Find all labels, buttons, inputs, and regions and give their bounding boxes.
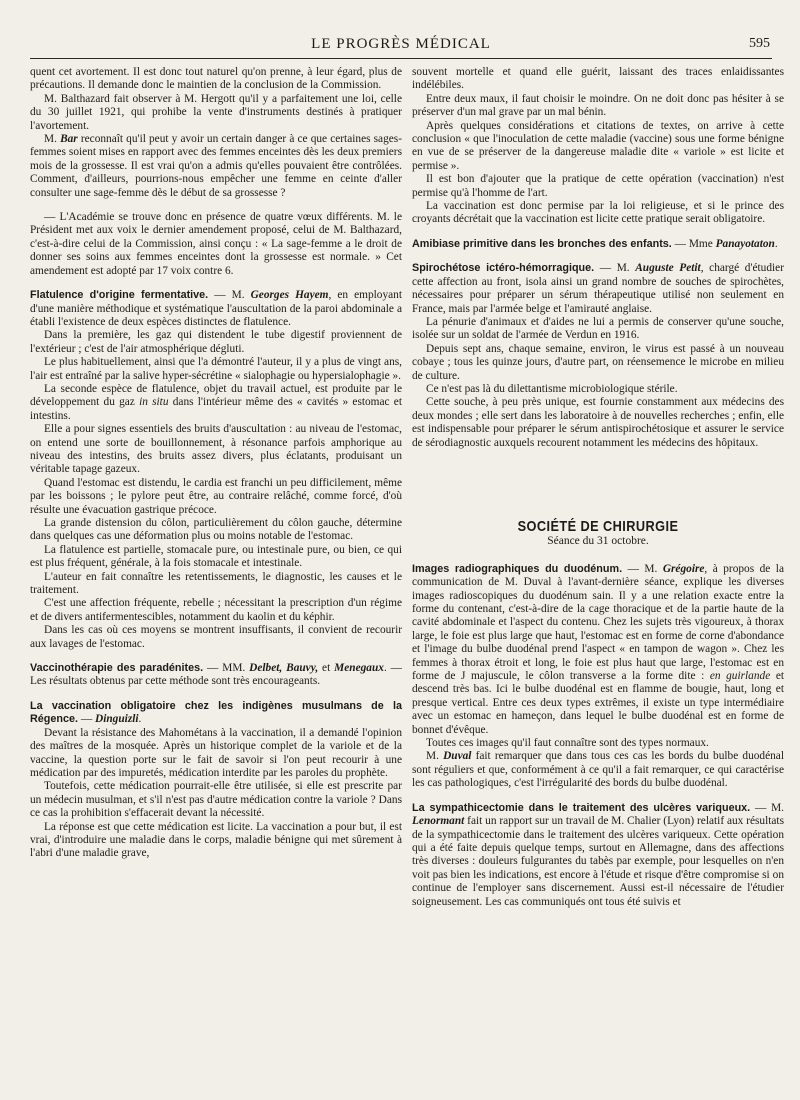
article-heading: Vaccinothérapie des paradénites. <box>30 662 204 675</box>
author-name: Bar <box>60 133 78 146</box>
article-heading: Flatulence d'origine fermentative. <box>30 289 209 302</box>
author-name: Auguste Petit <box>635 262 701 275</box>
paragraph: Entre deux maux, il faut choisir le moindre. On ne doit donc pas hésiter à se préserver d'un mal grave par un mal bénin. <box>412 92 784 119</box>
paragraph: La flatulence est partielle, stomacale pure, ou intestinale pure, ou bien, ce qui est plus fréquent, générale, à la fois stomacale et intestinale. <box>30 543 402 570</box>
author-name: Grégoire <box>662 562 705 575</box>
paragraph: Devant la résistance des Mahométans à la vaccination, il a demandé l'opinion des maîtres de la mosquée. Après un historique complet de la variole et de la vaccine, la question porte sur le fait de savoir si l'on peut recourir à une médication par des impuretés, médication interdite par les paroles du prophète. <box>30 726 402 779</box>
paragraph: M. Balthazard fait observer à M. Hergott qu'il y a parfaitement une loi, celle du 30 juillet 1921, qui prohibe la vente d'instruments destinés à pratiquer l'avortement. <box>30 92 402 132</box>
paragraph: souvent mortelle et quand elle guérit, laissant des traces enlaidissantes indélébiles. <box>412 66 784 92</box>
paragraph: Dans la première, les gaz qui distendent le tube digestif proviennent de l'extérieur ; c'est de l'air atmosphérique dégluti. <box>30 329 402 355</box>
right-column <box>412 66 784 909</box>
paragraph: Cette souche, à peu près unique, est fournie constamment aux médecins des deux mondes ; elle sert dans les laboratoire à de nouvelles recherches ; enfin, elle est indispensable pour préparer le sérum antispirochétosique et assurer le service de sérodiagnostic auxquels recourent notamment les médecins des hôpitaux. <box>412 396 784 449</box>
article-heading: La vaccination obligatoire chez les indigènes musulmans de la Régence. <box>30 699 402 726</box>
author-name: Duval <box>443 750 472 763</box>
paragraph: Ce n'est pas là du dilettantisme microbiologique stérile. <box>426 382 678 395</box>
paragraph: — L'Académie se trouve donc en présence de quatre vœux différents. M. le Président met aux voix le dernier amendement proposé, celui de M. Balthazard, c'est-à-dire celui de la Commission, ainsi conçu : « La sage-femme a le droit de donner ses soins aux femmes enceintes dont la grossesse est normale. » Cet amendement est adopté par 17 voix contre 6. <box>30 211 402 277</box>
author-name: Delbet, Bauvy, <box>249 662 319 675</box>
paragraph: M. Duval fait remarquer que dans tous ces cas les bords du bulbe duodénal sont réguliers et que, conformément à ce qu'il a fait remarquer, ce qui caractérise les cas pathologiques, c'est l'irrégularité des bords du bulbe duodénal. <box>412 750 784 790</box>
article-vaccinotherapie: Vaccinothérapie des paradénites. — MM. Delbet, Bauvy, et Menegaux. — Les résultats obtenus par cette méthode sont très encourageants. <box>30 662 403 688</box>
paragraph: Après quelques considérations et citations de textes, on arrive à cette conclusion « que l'inoculation de cette maladie (vaccine) sous une forme bénigne en vue de se préserver de la dangereuse maladie dite « variole » est licite et permise ». <box>412 119 784 172</box>
paragraph: M. Bar reconnaît qu'il peut y avoir un certain danger à ce que certaines sages-femmes soient mises en rapport avec des femmes enceintes dès les deux premiers mois de la grossesse. Il est vrai qu'on a admis qu'elles pouvaient être contrôlées. Comment, d'ailleurs, pourrions-nous empêcher une femme en ceinte d'aller consulter une sage-femme dès le début de sa grossesse ? <box>30 133 402 199</box>
article-amibiase: Amibiase primitive dans les bronches des enfants. — Mme Panayotaton. <box>412 237 778 250</box>
paragraph: L'auteur en fait connaître les retentissements, le diagnostic, les causes et le traitement. <box>30 570 402 597</box>
paragraph: La vaccination est donc permise par la loi religieuse, et si le prince des croyants décrétait que la vaccination est licite cette pratique serait obligatoire. <box>412 200 784 226</box>
page-header <box>30 36 772 59</box>
author-name: Dinguizli <box>95 713 139 726</box>
author-name: Georges Hayem <box>250 289 329 302</box>
article-heading: La sympathicectomie dans le traitement des ulcères variqueux. <box>412 801 751 814</box>
paragraph: Toutes ces images qu'il faut connaître sont des types normaux. <box>426 737 709 750</box>
author-name: Menegaux <box>334 662 384 675</box>
article-heading: Spirochétose ictéro-hémorragique. <box>412 262 595 275</box>
left-column <box>30 66 402 861</box>
section-date: Séance du 31 octobre. <box>547 535 649 548</box>
author-name: Panayotaton <box>715 237 775 250</box>
page-number: 595 <box>749 36 770 51</box>
paragraph: La pénurie d'animaux et d'aides ne lui a permis de conserver qu'une souche, isolée sur un soldat de l'armée de Verdun en 1916. <box>412 315 784 342</box>
paragraph: Le plus habituellement, ainsi que l'a démontré l'auteur, il y a plus de vingt ans, l'air est entraîné par la salive hyper-sécrétine « sialophagie ou hypersialophagie ». <box>30 356 402 382</box>
paragraph: La grande distension du côlon, particulièrement du côlon gauche, détermine dans quelques cas une déformation plus ou moins notable de l'estomac. <box>30 517 402 543</box>
paragraph: Elle a pour signes essentiels des bruits d'auscultation : au niveau de l'estomac, on entend une sorte de bouillonnement, à résonance parfois amphorique au niveau des intestins, des bruits assez divers, plus éclatants, produisant un véritable tapage gazeux. <box>30 423 402 476</box>
journal-title: LE PROGRÈS MÉDICAL <box>311 36 491 52</box>
article-sympathicectomie: La sympathicectomie dans le traitement des ulcères variqueux. — M. Lenormant fait un rapport sur un travail de M. Chalier (Lyon) relatif aux résultats de la sympathicectomie dans le traitement des ulcères variqueux. Cette opération qui a été faite depuis quelque temps, surtout en Allemagne, dans des affections très diverses : douleurs fulgurantes du tabès par exemple, pour lesquelles on n'en voit pas bien les indications, est encore à l'étude et risque d'être compromise si on continue de l'employer sans discernement. Aussi est-il nécessaire de l'étudier soigneusement. Les cas communiqués ont tous été suivis et <box>412 801 784 908</box>
paragraph: quent cet avortement. Il est donc tout naturel qu'on prenne, à leur égard, plus de précautions. Il demande donc le maintien de la conclusion de la Commission. <box>30 66 402 92</box>
author-name: Lenormant <box>412 815 465 828</box>
article-radiographie: Images radiographiques du duodénum. — M. Grégoire, à propos de la communication de M. Duval à l'avant-dernière séance, explique les diverses images radioscopiques du duodénum sain. Il y a une relation exacte entre la forme du contenant, c'est-à-dire de la cage thoracique et de la partie haute de la cavité abdominale et l'aspect du contenu. Chez les sujets très vigoureux, à thorax large, le foie est plus large que haut, l'estomac est en forme de corne d'abondance et l'image du bulbe duodénal prend l'aspect « en tampon de wagon ». Chez les femmes à thorax étroit et long, le foie est plus haut que large, l'estomac est en forme de J majuscule, le côlon transverse a la forme dite : en guirlande et descend très bas. Ici le bulbe duodénal est en flamme de bougie, haut, long et presque vertical. Entre ces deux types extrêmes, il existe un type intermédiaire avec un estomac en hameçon, dans lequel le bulbe duodénal est en forme de bonnet d'évêque. <box>412 562 785 736</box>
paragraph: Il est bon d'ajouter que la pratique de cette opération (vaccination) n'est permise qu'à l'homme de l'art. <box>412 173 784 199</box>
article-heading: Amibiase primitive dans les bronches des enfants. <box>412 237 672 250</box>
paragraph: C'est une affection fréquente, rebelle ; nécessitant la prescription d'un régime et de divers antifermentescibles, notamment du kaolin et du képhir. <box>30 597 402 623</box>
paragraph: La réponse est que cette médication est licite. La vaccination a pour but, il est vrai, d'introduire une maladie dans le corps, maladie bénigne qui met sûrement à l'abri d'une maladie grave, <box>30 820 402 860</box>
article-spirochetose: Spirochétose ictéro-hémorragique. — M. Auguste Petit, chargé d'étudier cette affection au front, isola ainsi un grand nombre de souches de spirochètes, nécessaires pour préparer un sérum thérapeutique utilisé non seulement en France, mais par l'armée belge et l'amirauté anglaise. <box>412 262 784 315</box>
paragraph: La seconde espèce de flatulence, objet du travail actuel, est produite par le développement du gaz in situ dans l'intérieur même des « cavités » estomac et intestins. <box>30 382 402 422</box>
article-flatulence: Flatulence d'origine fermentative. — M. Georges Hayem, en employant d'une manière méthodique et systématique l'auscultation de la paroi abdominale a établi l'existence de deux espèces distinctes de flatulence. <box>30 289 402 328</box>
paragraph: Depuis sept ans, chaque semaine, environ, le virus est passé à un nouveau cobaye ; tous les quinze jours, d'autre part, on réensemence le microbe en milieu de culture. <box>412 342 784 382</box>
section-title: SOCIÉTÉ DE CHIRURGIE <box>517 517 679 535</box>
article-heading: Images radiographiques du duodénum. <box>412 562 623 575</box>
paragraph: Dans les cas où ces moyens se montrent insuffisants, il convient de recourir aux lavages de l'estomac. <box>30 624 402 650</box>
article-vaccination-musulmans: La vaccination obligatoire chez les indigènes musulmans de la Régence. — Dinguizli. <box>30 699 402 726</box>
paragraph: Quand l'estomac est distendu, le cardia est franchi un peu difficilement, même par les boissons ; le pylore peut être, au contraire relâché, comme forcé, d'où résulte une évacuation gastrique précoce. <box>30 476 402 516</box>
paragraph: Toutefois, cette médication pourrait-elle être utilisée, si elle est prescrite par un médecin musulman, et s'il n'est pas d'autre médication contre la variole ? Dans ce cas la prohibition s'effacerait devant la nécessité. <box>30 780 402 820</box>
